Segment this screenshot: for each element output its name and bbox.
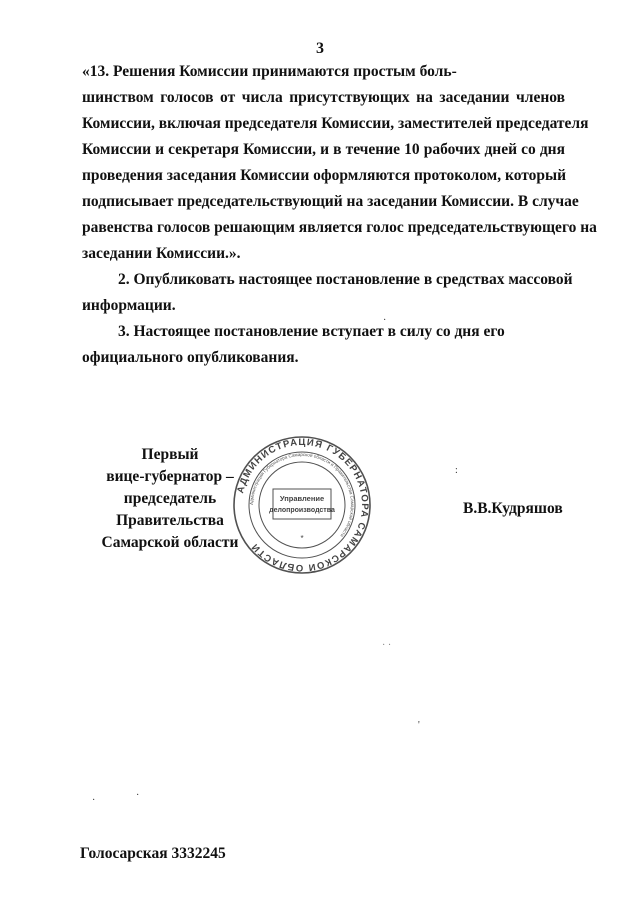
scan-speck-icon: ' [418, 720, 420, 731]
paragraph-line: проведения заседания Комиссии оформляются протоколом, который [82, 167, 567, 184]
executor-footer: Голосарская 3332245 [80, 845, 226, 862]
paragraph-line: официального опубликования. [82, 349, 299, 366]
scan-speck-icon: · [92, 795, 96, 806]
paragraph-line: Комиссии и секретаря Комиссии, и в течение 10 рабочих дней со дня [82, 141, 565, 158]
paragraph-line: заседании Комиссии.». [82, 245, 241, 262]
scan-speck-icon: : [455, 465, 458, 476]
scan-speck-icon: · [383, 315, 387, 326]
scan-speck-icon: · · [382, 640, 392, 651]
signature-title-line: вице-губернатор – [106, 468, 234, 485]
paragraph-line: шинством голосов от числа присутствующих на заседании членов [82, 89, 565, 106]
paragraph-line: равенства голосов решающим является голос председательствующего на [82, 219, 597, 236]
official-seal [232, 435, 372, 575]
signature-title-line: Первый [141, 446, 199, 463]
paragraph-line: Комиссии, включая председателя Комиссии, заместителей председателя [82, 115, 589, 132]
seal-center-line2: делопроизводства [269, 507, 335, 514]
paragraph-line: 3. Настоящее постановление вступает в силу со дня его [118, 323, 505, 340]
paragraph-line: подписывает председательствующий на заседании Комиссии. В случае [82, 193, 579, 210]
paragraph-line: информации. [82, 297, 176, 314]
signatory-name: В.В.Кудряшов [463, 500, 563, 517]
seal-outer-text: АДМИНИСТРАЦИЯ ГУБЕРНАТОРА САМАРСКОЙ ОБЛАСТИ [235, 436, 371, 574]
signature-title-line: Самарской области [101, 534, 239, 551]
seal-star-icon: * [300, 534, 304, 543]
paragraph-line: 2. Опубликовать настоящее постановление в средствах массовой [118, 271, 573, 288]
seal-inner-text: Администрация Губернатора Самарской области и Правительства Самарской области [248, 451, 356, 539]
scan-speck-icon: · [136, 790, 140, 801]
seal-center-line1: Управление [279, 494, 325, 503]
paragraph-line: «13. Решения Комиссии принимаются простым боль- [82, 63, 457, 80]
page-number: 3 [316, 40, 324, 57]
signature-title-line: председатель Правительства [116, 490, 224, 529]
